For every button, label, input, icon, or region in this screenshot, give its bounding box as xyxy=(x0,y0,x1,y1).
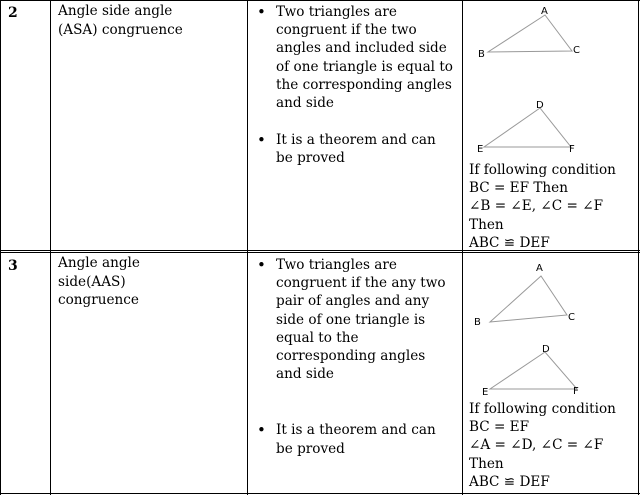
condition-line: ABC ≌ DEF xyxy=(469,234,550,251)
condition-line: BC = EF xyxy=(469,419,530,436)
bullet-line: • Two triangles are xyxy=(276,4,397,20)
condition-line: If following condition xyxy=(469,162,616,178)
vertex-label-a: A xyxy=(536,263,543,274)
triangle-abc xyxy=(488,15,572,52)
condition-line: ∠A = ∠D, ∠C = ∠F xyxy=(469,437,604,454)
vertex-label-f: F xyxy=(573,386,579,397)
bullet-line: of one triangle is equal to xyxy=(276,58,453,75)
vertex-label-c: C xyxy=(568,312,575,323)
condition-line: Then xyxy=(469,216,504,233)
row-number: 2 xyxy=(8,5,18,21)
bullet-line: • It is a theorem and can xyxy=(276,422,436,439)
bullet-line: pair of angles and any xyxy=(276,293,430,310)
bullet-line: angles and included side xyxy=(276,40,447,57)
bullet-definition xyxy=(252,256,457,383)
triangle-abc xyxy=(490,276,567,322)
congruence-condition xyxy=(469,161,637,252)
bullet-line: congruent if the two xyxy=(276,22,417,39)
bullet-line: corresponding angles xyxy=(276,348,426,365)
condition-line: ABC ≌ DEF xyxy=(469,473,550,490)
vertex-label-e: E xyxy=(482,387,489,398)
vertex-label-d: D xyxy=(536,100,544,111)
bullet-line: • Two triangles are xyxy=(276,257,397,273)
bullet-line: equal to the xyxy=(276,329,359,346)
vertex-label-b: B xyxy=(478,49,485,60)
triangle-abc-diagram xyxy=(474,263,575,328)
vertex-label-c: C xyxy=(573,45,580,56)
triangle-abc-diagram xyxy=(478,6,580,60)
vertex-label-e: E xyxy=(477,144,484,155)
triangle-def xyxy=(484,108,571,147)
bullet-line: the corresponding angles xyxy=(276,76,452,93)
bullet-line: and side xyxy=(276,95,334,112)
vertex-label-b: B xyxy=(474,317,481,328)
rule-name-line: side(AAS) xyxy=(58,273,126,290)
rule-name xyxy=(58,254,243,310)
bullet-theorem xyxy=(252,421,457,457)
condition-line: BC = EF Then xyxy=(469,180,568,197)
vertex-label-a: A xyxy=(541,6,548,17)
condition-line: Then xyxy=(469,455,504,472)
bullet-line: congruent if the any two xyxy=(276,275,446,292)
congruence-condition xyxy=(469,400,637,491)
vertex-label-f: F xyxy=(569,144,575,155)
row-number: 3 xyxy=(8,258,18,274)
rule-name-line: Angle side angle xyxy=(58,3,173,19)
triangle-def-diagram xyxy=(482,344,579,398)
rule-description xyxy=(252,256,457,458)
bullet-line: and side xyxy=(276,366,334,383)
vertex-label-d: D xyxy=(542,344,550,355)
bullet-line: be proved xyxy=(276,150,345,167)
rule-name-line: (ASA) congruence xyxy=(58,21,183,38)
condition-line: If following condition xyxy=(469,401,616,417)
bullet-line: be proved xyxy=(276,440,345,457)
rule-name-line: Angle angle xyxy=(58,255,140,271)
triangle-def-diagram xyxy=(477,100,575,155)
bullet-line: • It is a theorem and can xyxy=(276,132,436,149)
triangle-def xyxy=(490,352,577,389)
bullet-line: side of one triangle is xyxy=(276,311,426,328)
condition-line: ∠B = ∠E, ∠C = ∠F xyxy=(469,198,604,215)
rule-name-line: congruence xyxy=(58,292,139,308)
